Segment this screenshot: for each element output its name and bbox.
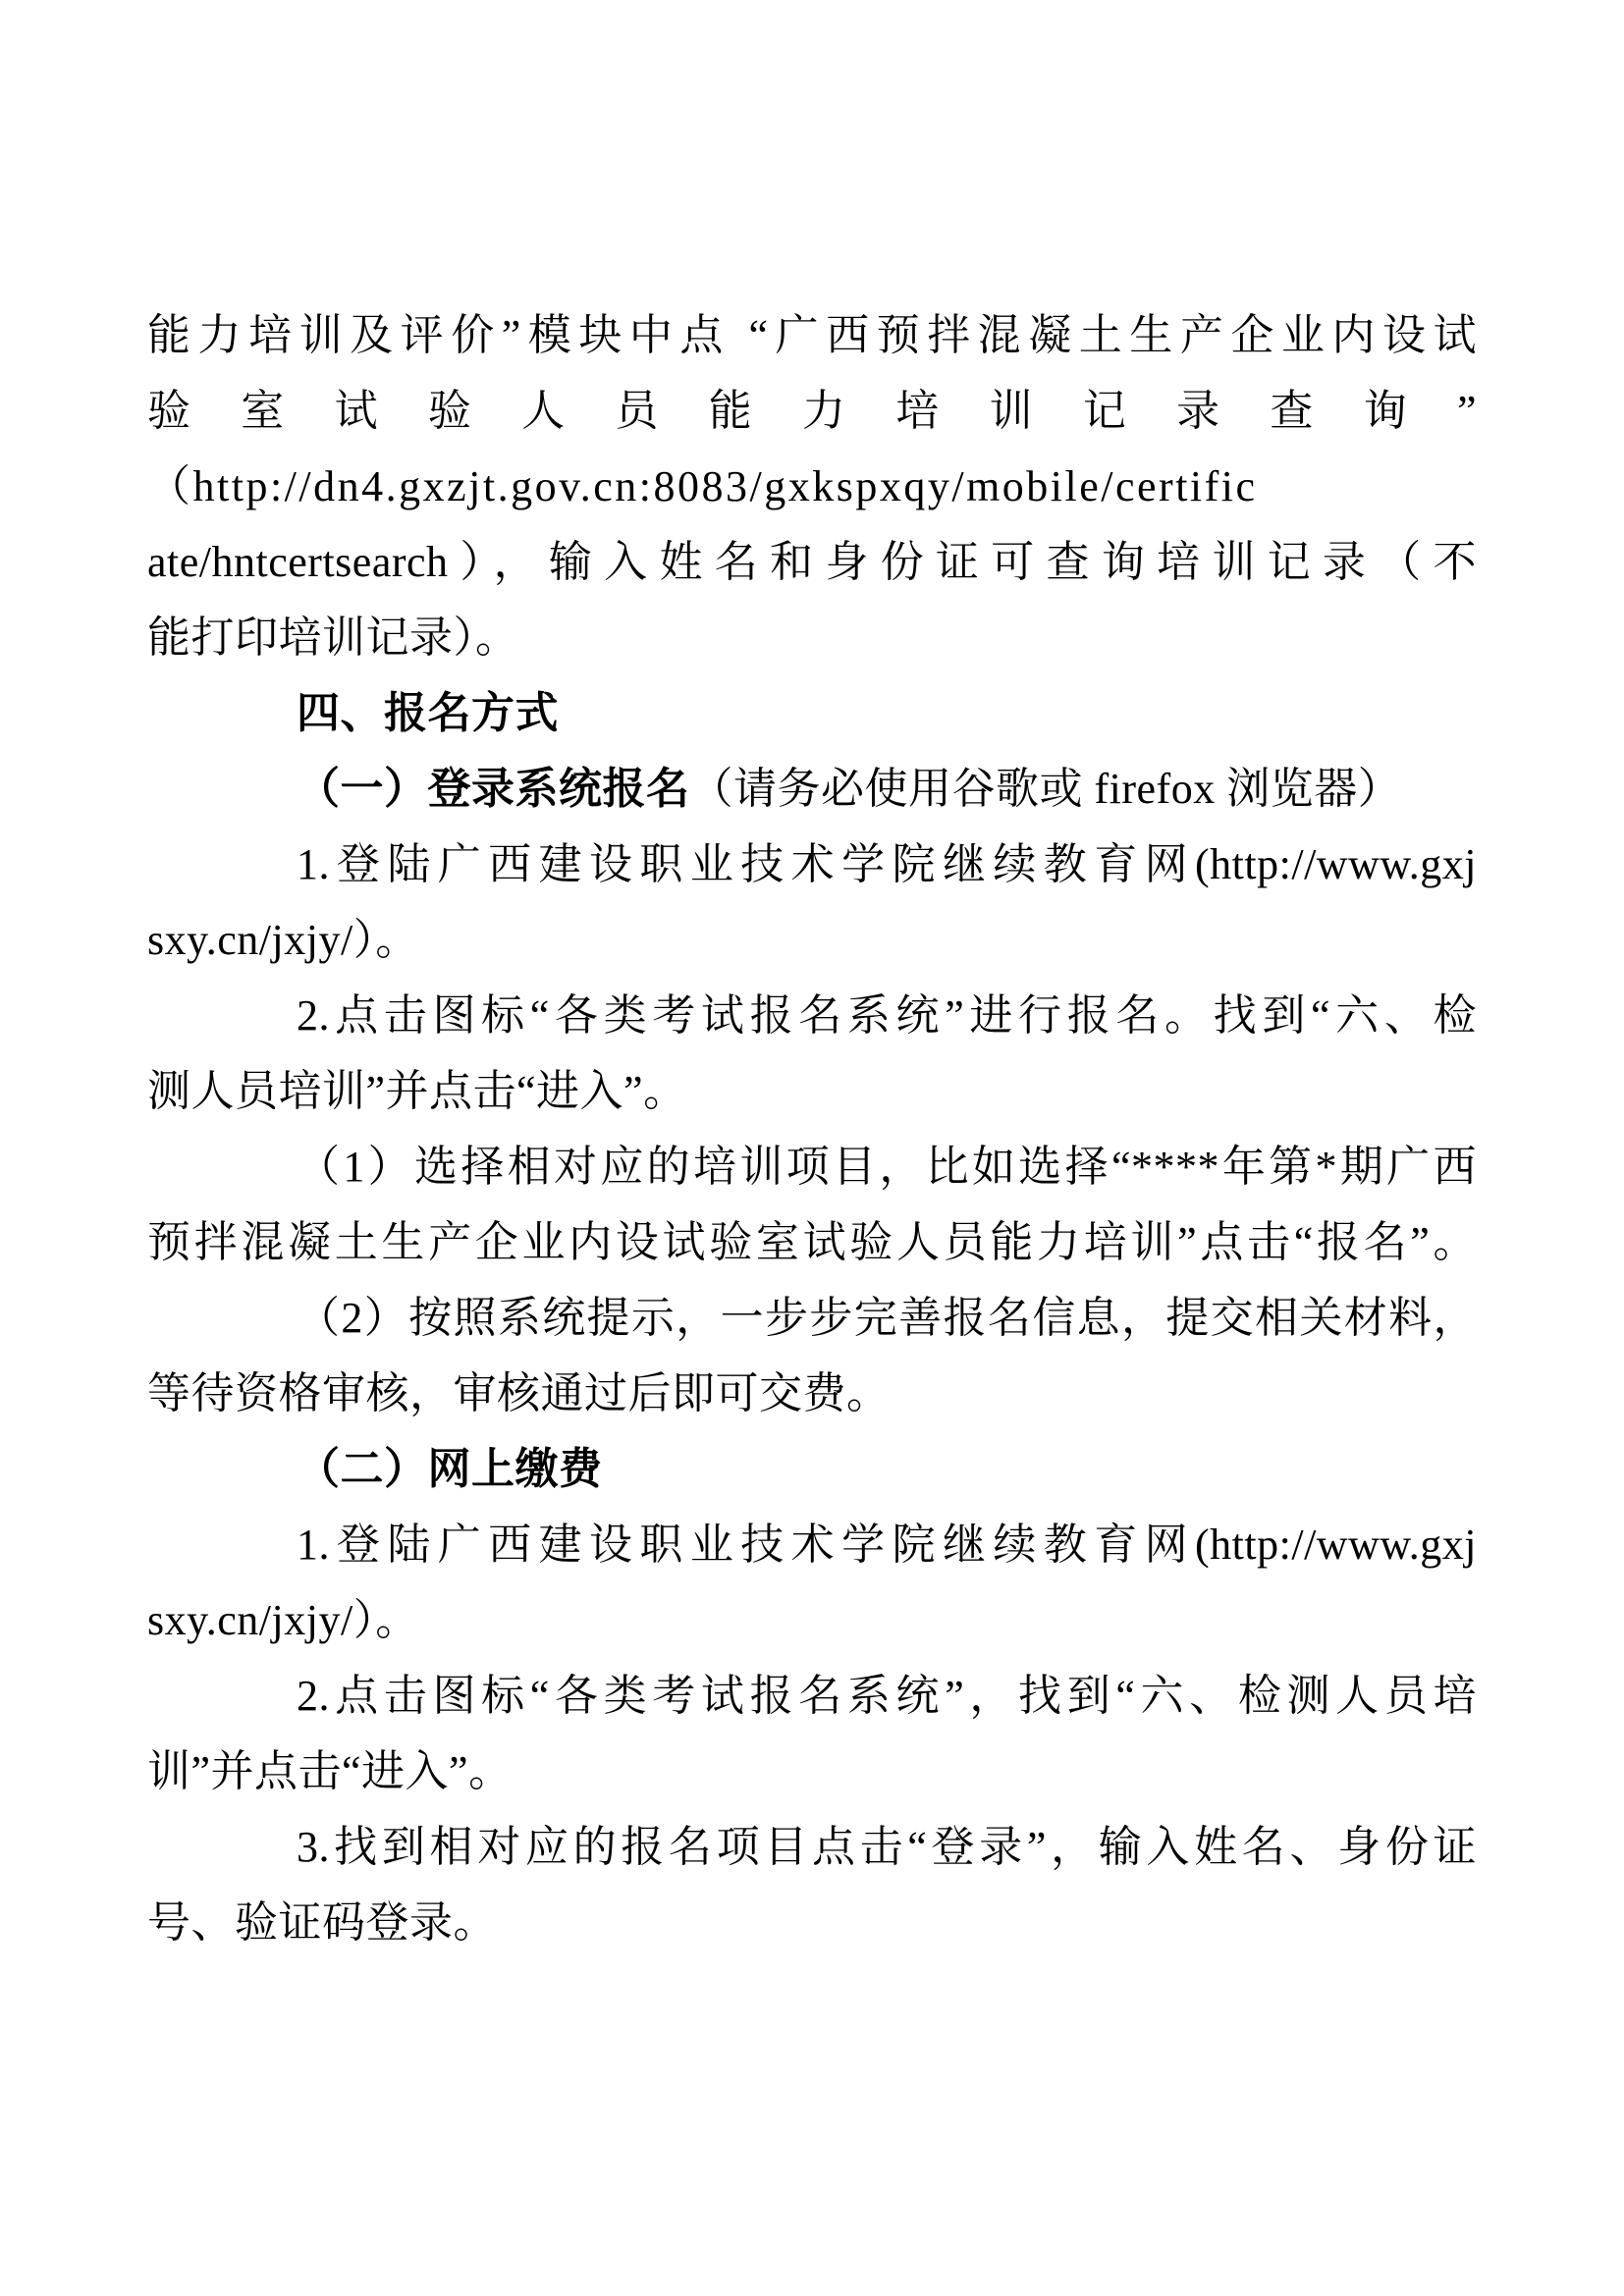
text-line xyxy=(147,1280,1477,1356)
text-line xyxy=(147,1431,1477,1507)
text-line xyxy=(147,978,1477,1053)
text-line xyxy=(147,1129,1477,1204)
text-char: 询 xyxy=(1363,387,1408,435)
text-line xyxy=(147,1809,1477,1885)
text-char: 验 xyxy=(427,387,472,435)
text-char: 室 xyxy=(241,387,285,435)
text-line xyxy=(147,1582,1477,1658)
heading-run: 四、报名方式 xyxy=(297,689,559,737)
text-line xyxy=(147,449,1477,524)
text-run: 训”并点击“进入”。 xyxy=(147,1747,513,1795)
text-run: sxy.cn/jxjy/）。 xyxy=(147,1596,419,1644)
text-char: 员 xyxy=(615,387,659,435)
text-run: 1.登陆广西建设职业技术学院继续教育网(http://www.gxj xyxy=(297,840,1477,888)
text-line xyxy=(147,524,1477,600)
text-run: sxy.cn/jxjy/）。 xyxy=(147,916,419,964)
text-line xyxy=(147,751,1477,827)
text-char: 试 xyxy=(334,387,379,435)
text-char: 记 xyxy=(1082,387,1127,435)
text-char: 查 xyxy=(1270,387,1314,435)
text-run: 预拌混凝土生产企业内设试验室试验人员能力培训”点击“报名”。 xyxy=(147,1218,1477,1266)
text-line xyxy=(147,827,1477,902)
text-run: 号、验证码登录。 xyxy=(147,1898,497,1947)
text-run: 3.找到相对应的报名项目点击“登录”，输入姓名、身份证 xyxy=(297,1823,1477,1871)
text-line xyxy=(147,373,1477,449)
text-char: 录 xyxy=(1176,387,1220,435)
text-run: ate/hntcertsearch），输入姓名和身份证可查询培训记录（不 xyxy=(147,538,1477,586)
text-line xyxy=(147,902,1477,978)
text-run: 2.点击图标“各类考试报名系统”，找到“六、检测人员培 xyxy=(297,1672,1477,1720)
text-char: 人 xyxy=(521,387,566,435)
text-line xyxy=(147,1658,1477,1734)
text-run: 能打印培训记录）。 xyxy=(147,614,519,662)
text-char: 训 xyxy=(989,387,1034,435)
text-block xyxy=(147,297,1477,1960)
text-run: （http://dn4.gxzjt.gov.cn:8083/gxkspxqy/mobile/certific xyxy=(147,462,1258,510)
text-run: （1）选择相对应的培训项目，比如选择“****年第*期广西 xyxy=(297,1143,1477,1191)
text-run: （请务必使用谷歌或 firefox 浏览器） xyxy=(689,765,1402,813)
text-char: 能 xyxy=(708,387,753,435)
text-line xyxy=(147,1356,1477,1431)
text-run: 等待资格审核，审核通过后即可交费。 xyxy=(147,1369,891,1417)
heading-run: （一）登录系统报名 xyxy=(297,765,690,813)
text-run: 2.点击图标“各类考试报名系统”进行报名。找到“六、检 xyxy=(297,991,1477,1040)
text-char: 验 xyxy=(147,387,191,435)
text-line xyxy=(147,1204,1477,1280)
text-char: ” xyxy=(1456,387,1477,435)
text-line xyxy=(147,297,1477,373)
heading-run: （二）网上缴费 xyxy=(297,1445,603,1493)
text-run: 能力培训及评价”模块中点 “广西预拌混凝土生产企业内设试 xyxy=(147,311,1477,359)
text-line xyxy=(147,1885,1477,1960)
text-run: 测人员培训”并点击“进入”。 xyxy=(147,1067,687,1115)
text-run: 1.登陆广西建设职业技术学院继续教育网(http://www.gxj xyxy=(297,1521,1477,1569)
text-line xyxy=(147,1734,1477,1809)
text-line xyxy=(147,1507,1477,1582)
text-char: 培 xyxy=(895,387,940,435)
text-line xyxy=(147,675,1477,751)
text-run: （2）按照系统提示，一步步完善报名信息，提交相关材料， xyxy=(297,1294,1477,1342)
text-line xyxy=(147,1053,1477,1129)
text-line xyxy=(147,600,1477,675)
text-char: 力 xyxy=(801,387,846,435)
